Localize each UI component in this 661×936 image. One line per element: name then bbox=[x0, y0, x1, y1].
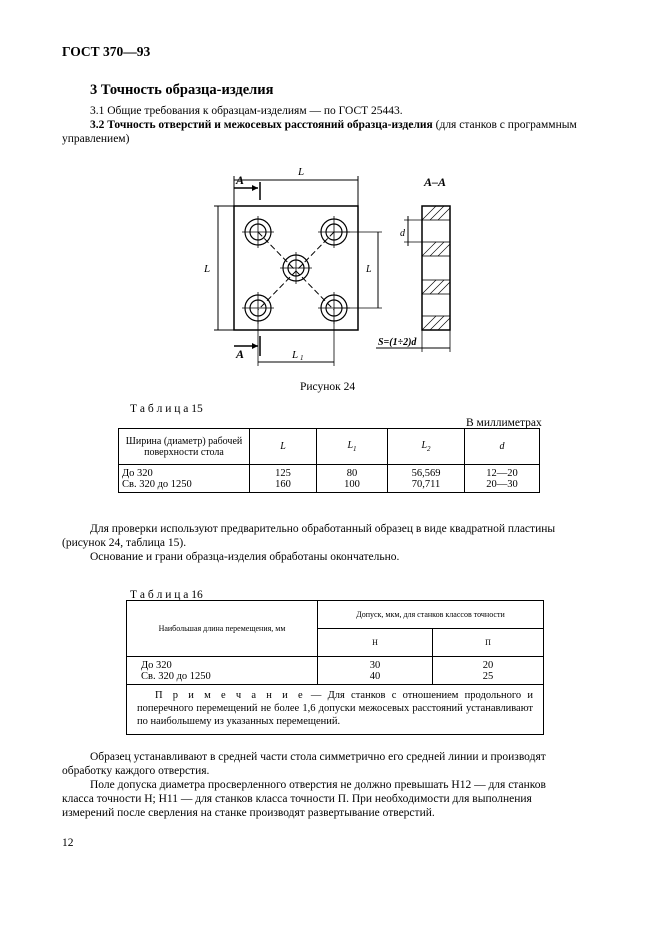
table-16 bbox=[126, 600, 544, 735]
table15-header-width: Ширина (диаметр) рабочей поверхности стола bbox=[119, 429, 250, 465]
table16-caption: Т а б л и ц а 16 bbox=[130, 589, 203, 601]
section-label-aa: A–A bbox=[424, 175, 447, 189]
table16-note bbox=[127, 685, 544, 735]
paragraph-base: Основание и грани образца-изделия обработаны окончательно. bbox=[90, 551, 400, 563]
table15-header-L1: $L_1$ bbox=[317, 429, 388, 465]
table15-header-L2: $L_2$ bbox=[388, 429, 465, 465]
table-15 bbox=[118, 428, 540, 493]
document-header: ГОСТ 370—93 bbox=[62, 44, 151, 59]
table16-col-length: До 320 Св. 320 до 1250 bbox=[127, 657, 318, 685]
note-text: — Для станков с отношением продольного и поперечного перемещений не более 1,6 допуски межосевых расстояний устанавливают по наибольшему из указанных перемещений. bbox=[137, 690, 533, 727]
label-L1-bottom: L bbox=[292, 349, 299, 361]
figure-caption: Рисунок 24 bbox=[300, 381, 356, 393]
figure-24-drawing bbox=[200, 160, 470, 370]
paragraph-3-2-rest: (для станков с программным bbox=[432, 119, 577, 131]
paragraph-check: Для проверки используют предварительно обработанный образец в виде квадратной пластины bbox=[90, 523, 556, 535]
table15-col-L: 125 160 bbox=[250, 465, 317, 493]
section-mark-a-top: A bbox=[236, 173, 245, 187]
table-row bbox=[119, 465, 540, 493]
paragraph-3-2-title: 3.2 Точность отверстий и межосевых расстояний образца-изделия bbox=[90, 119, 433, 131]
label-L-left: L bbox=[204, 263, 211, 275]
table16-col-p: 20 25 bbox=[433, 657, 544, 685]
label-L-top: L bbox=[298, 166, 305, 178]
section-title: 3 Точность образца-изделия bbox=[90, 82, 274, 98]
paragraph-3-2-line2: управлением) bbox=[62, 133, 130, 145]
paragraph-tolerance: Поле допуска диаметра просверленного отверстия не должно превышать Н12 — для станков bbox=[90, 779, 546, 791]
paragraph-tolerance-line2: класса точности Н; Н11 — для станков класса точности П. При необходимости для выполнения bbox=[62, 793, 532, 805]
table16-header-tolerance: Допуск, мкм, для станков классов точности bbox=[318, 601, 544, 629]
paragraph-set-line2: обработку каждого отверстия. bbox=[62, 765, 210, 777]
page-number: 12 bbox=[62, 837, 74, 849]
table15-header-d: d bbox=[465, 429, 540, 465]
paragraph-set: Образец устанавливают в средней части стола симметрично его средней линии и производят bbox=[90, 751, 546, 763]
label-L1-sub: 1 bbox=[300, 354, 304, 362]
paragraph-tolerance-line3: измерений после сверления на станке производят развертывание отверстий. bbox=[62, 807, 435, 819]
paragraph-3-1: 3.1 Общие требования к образцам-изделиям — по ГОСТ 25443. bbox=[90, 105, 403, 117]
table16-header-class-p: П bbox=[433, 629, 544, 657]
section-mark-a-bottom: A bbox=[236, 347, 245, 361]
table16-col-h: 30 40 bbox=[318, 657, 433, 685]
label-S: S=(1÷2)d bbox=[378, 337, 417, 348]
table16-header-length: Наибольшая длина перемещения, мм bbox=[127, 601, 318, 657]
paragraph-3-2 bbox=[90, 118, 577, 132]
table15-col-width: До 320 Св. 320 до 1250 bbox=[119, 465, 250, 493]
table15-units: В миллиметрах bbox=[466, 417, 542, 429]
note-label: П р и м е ч а н и е bbox=[155, 690, 305, 701]
table15-header-L: L bbox=[250, 429, 317, 465]
label-d: d bbox=[400, 228, 405, 239]
table16-header-class-h: Н bbox=[318, 629, 433, 657]
table15-col-L2: 56,569 70,711 bbox=[388, 465, 465, 493]
table15-col-d: 12—20 20—30 bbox=[465, 465, 540, 493]
table15-caption: Т а б л и ц а 15 bbox=[130, 403, 203, 415]
table15-col-L1: 80 100 bbox=[317, 465, 388, 493]
label-L1-right: L bbox=[366, 264, 372, 275]
paragraph-check-line2: (рисунок 24, таблица 15). bbox=[62, 537, 187, 549]
table-row bbox=[127, 657, 544, 685]
